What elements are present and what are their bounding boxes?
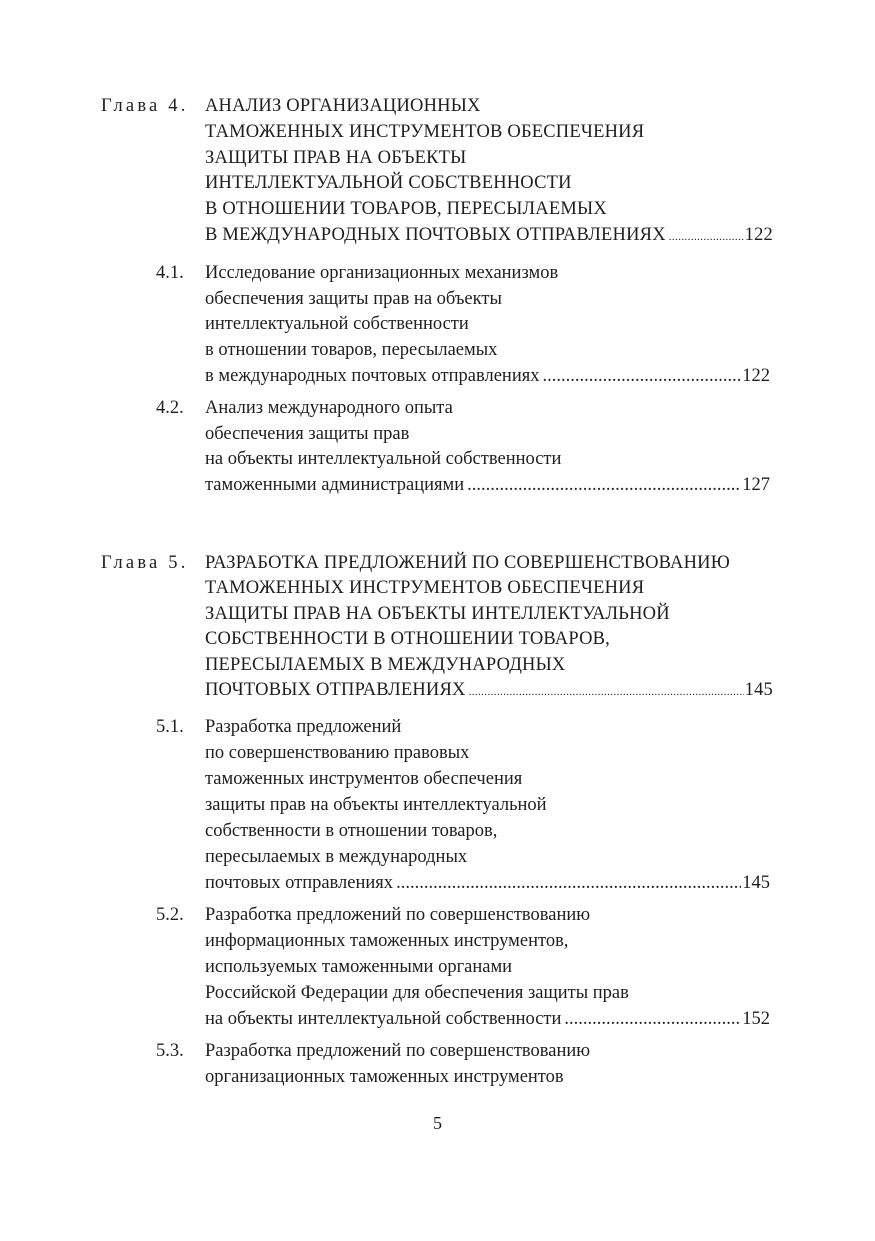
section-number: 5.1. <box>156 717 184 737</box>
chapter-title-last-line[interactable] <box>205 677 773 703</box>
chapter-title-line: ТАМОЖЕННЫХ ИНСТРУМЕНТОВ ОБЕСПЕЧЕНИЯ <box>205 578 645 598</box>
section-title-line: почтовых отправлениях <box>205 873 394 893</box>
chapter-title-line: ПЕРЕСЫЛАЕМЫХ В МЕЖДУНАРОДНЫХ <box>205 655 566 675</box>
page-number: 5 <box>433 1113 442 1133</box>
section-title-line: обеспечения защиты прав на объекты <box>205 289 502 309</box>
chapter-title-last-line[interactable] <box>205 222 773 248</box>
section-title-line: Разработка предложений <box>205 717 402 737</box>
section-title-line: Исследование организационных механизмов <box>205 263 559 283</box>
section-number: 4.2. <box>156 398 184 418</box>
section-page-number: 122 <box>742 366 770 386</box>
section-title-line: пересылаемых в международных <box>205 847 468 867</box>
section-title-line: по совершенствованию правовых <box>205 743 470 763</box>
chapter-label: Глава 4. <box>101 96 189 116</box>
section-title-line: на объекты интеллектуальной собственности <box>205 1009 562 1029</box>
section-title-line: таможенных инструментов обеспечения <box>205 769 523 789</box>
chapter-title-line: ПОЧТОВЫХ ОТПРАВЛЕНИЯХ <box>205 680 466 700</box>
section-title-line: собственности в отношении товаров, <box>205 821 498 841</box>
chapter-title-line: ЗАЩИТЫ ПРАВ НА ОБЪЕКТЫ <box>205 148 467 168</box>
dot-leader <box>467 472 741 498</box>
section-title-line: обеспечения защиты прав <box>205 424 410 444</box>
chapter-page-number: 122 <box>744 225 773 245</box>
chapter-title-line: СОБСТВЕННОСТИ В ОТНОШЕНИИ ТОВАРОВ, <box>205 629 611 649</box>
section-title-line: в отношении товаров, пересылаемых <box>205 340 498 360</box>
chapter-title-line: РАЗРАБОТКА ПРЕДЛОЖЕНИЙ ПО СОВЕРШЕНСТВОВАНИЮ <box>205 553 730 573</box>
section-title-line: используемых таможенными органами <box>205 957 513 977</box>
section-title-line: Российской Федерации для обеспечения защиты прав <box>205 983 629 1003</box>
chapter-title-line: ЗАЩИТЫ ПРАВ НА ОБЪЕКТЫ ИНТЕЛЛЕКТУАЛЬНОЙ <box>205 604 670 624</box>
dot-leader <box>542 363 741 389</box>
dot-leader <box>669 224 744 250</box>
section-title-line: информационных таможенных инструментов, <box>205 931 569 951</box>
section-title-line: Анализ международного опыта <box>205 398 453 418</box>
section-title-last-line[interactable] <box>205 1006 770 1032</box>
section-title-line: в международных почтовых отправлениях <box>205 366 540 386</box>
section-title-line: таможенными администрациями <box>205 475 465 495</box>
section-title-line: на объекты интеллектуальной собственности <box>205 449 562 469</box>
dot-leader <box>469 679 744 705</box>
section-title-last-line[interactable] <box>205 870 770 896</box>
section-title-line: организационных таможенных инструментов <box>205 1067 564 1087</box>
chapter-label: Глава 5. <box>101 553 189 573</box>
section-title-line: Разработка предложений по совершенствованию <box>205 905 591 925</box>
section-number: 5.2. <box>156 905 184 925</box>
dot-leader <box>396 870 741 896</box>
section-page-number: 127 <box>742 475 770 495</box>
section-page-number: 145 <box>742 873 770 893</box>
section-page-number: 152 <box>742 1009 770 1029</box>
chapter-title-line: В ОТНОШЕНИИ ТОВАРОВ, ПЕРЕСЫЛАЕМЫХ <box>205 199 607 219</box>
dot-leader <box>564 1006 741 1032</box>
section-title-line: защиты прав на объекты интеллектуальной <box>205 795 547 815</box>
section-title-last-line[interactable] <box>205 472 770 498</box>
section-title-line: интеллектуальной собственности <box>205 314 469 334</box>
section-number: 4.1. <box>156 263 184 283</box>
chapter-title-line: ИНТЕЛЛЕКТУАЛЬНОЙ СОБСТВЕННОСТИ <box>205 173 572 193</box>
chapter-title-line: В МЕЖДУНАРОДНЫХ ПОЧТОВЫХ ОТПРАВЛЕНИЯХ <box>205 225 666 245</box>
chapter-title-line: АНАЛИЗ ОРГАНИЗАЦИОННЫХ <box>205 96 481 116</box>
section-title-last-line[interactable] <box>205 363 770 389</box>
chapter-page-number: 145 <box>744 680 773 700</box>
chapter-title-line: ТАМОЖЕННЫХ ИНСТРУМЕНТОВ ОБЕСПЕЧЕНИЯ <box>205 122 645 142</box>
section-number: 5.3. <box>156 1041 184 1061</box>
section-title-line: Разработка предложений по совершенствованию <box>205 1041 591 1061</box>
